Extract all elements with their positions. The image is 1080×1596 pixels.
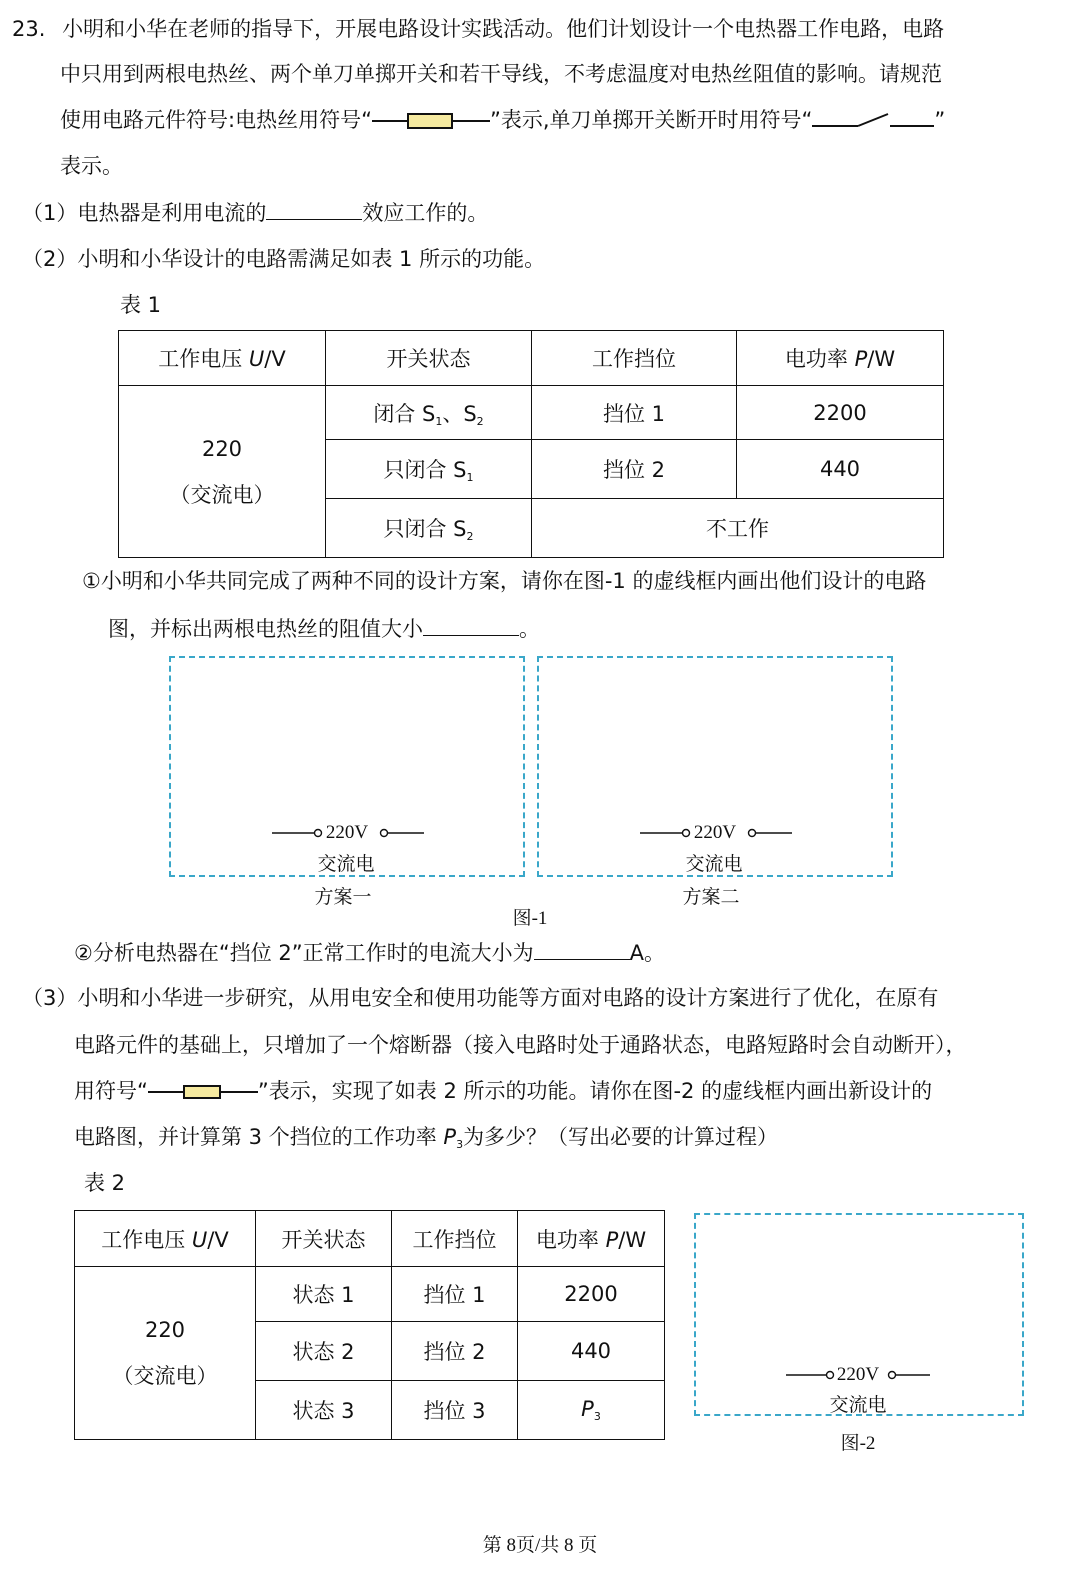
table2-header-voltage: 工作电压 U/V: [75, 1211, 256, 1267]
part2-sub1-line1: ①小明和小华共同完成了两种不同的设计方案，请你在图-1 的虚线框内画出他们设计的电路: [82, 569, 927, 593]
table1-caption: 表 1: [120, 293, 162, 317]
table1-row2-power: 440: [737, 440, 944, 499]
part3-line-4: [74, 1122, 778, 1160]
intro-line-3-b: ”表示,单刀单掷开关断开时用符号“: [489, 108, 813, 132]
part2-sub2-text-a: ②分析电热器在“挡位 2”正常工作时的电流大小为: [74, 941, 534, 965]
table2-header-gear: 工作挡位: [392, 1211, 518, 1267]
intro-line-3-a: 使用电路元件符号:电热丝用符号“: [60, 108, 372, 132]
figure1-caption: 图-1: [512, 908, 548, 929]
answer-blank-1[interactable]: [266, 197, 362, 220]
part2-sub1-text-a: 图，并标出两根电热丝的阻值大小: [108, 617, 423, 641]
part2-sub2-line: [74, 937, 665, 968]
part2-sub2-text-b: A。: [629, 941, 665, 965]
table2-voltage-cell: [75, 1267, 256, 1440]
part3-line-3: [74, 1076, 932, 1106]
table2-row1-gear: 挡位 1: [392, 1267, 518, 1322]
table2-voltage-note: （交流电）: [112, 1364, 218, 1388]
table1-row1-switch: 闭合 $S_1$、$S_2$: [326, 386, 532, 440]
table2-caption: 表 2: [84, 1171, 126, 1195]
table2-row2-state: 状态 2: [256, 1322, 392, 1381]
part1-text-a: （1）电热器是利用电流的: [22, 201, 267, 225]
table2-row3-power: $P_3$: [518, 1381, 665, 1440]
table1-header-gear: 工作挡位: [532, 331, 737, 386]
open-switch-symbol-icon: [812, 110, 934, 132]
table1-row2-gear: 挡位 2: [532, 440, 737, 499]
table1-row1-power: 2200: [737, 386, 944, 440]
table2-row1-power: 2200: [518, 1267, 665, 1322]
table-2: [74, 1210, 665, 1440]
table2-row1-state: 状态 1: [256, 1267, 392, 1322]
part3-line-4-d: 为多少？（写出必要的计算过程）: [463, 1125, 779, 1149]
question-number: 23.: [12, 17, 46, 41]
part3-line-3-b: ”表示，实现了如表 2 所示的功能。请你在图-2 的虚线框内画出新设计的: [257, 1079, 933, 1103]
power-symbol-p: P: [443, 1125, 457, 1149]
question-number-line: [12, 14, 944, 44]
table1-row1-gear: 挡位 1: [532, 386, 737, 440]
table-1: [118, 330, 944, 558]
part1-text-b: 效应工作的。: [362, 201, 489, 225]
resistor-symbol-icon: [372, 110, 490, 132]
table1-header-voltage: 工作电压 U/V: [119, 331, 326, 386]
part3-line-1: （3）小明和小华进一步研究，从用电安全和使用功能等方面对电路的设计方案进行了优化，在原有: [22, 986, 939, 1010]
intro-line-4: 表示。: [60, 154, 123, 178]
intro-line-2: 中只用到两根电热丝、两个单刀单掷开关和若干导线，不考虑温度对电热丝阻值的影响。请规范: [60, 62, 942, 86]
table1-row3-merged: 不工作: [532, 499, 944, 558]
part2-sub1-text-b: 。: [519, 617, 540, 641]
power-symbol-sub: 3: [456, 1138, 464, 1151]
table2-row2-power: 440: [518, 1322, 665, 1381]
plan1-source-note: 交流电: [317, 854, 375, 875]
table1-voltage-note: （交流电）: [169, 482, 275, 507]
table2-voltage: 220: [144, 1318, 186, 1342]
intro-line-1: 小明和小华在老师的指导下，开展电路设计实践活动。他们计划设计一个电热器工作电路，电路: [62, 17, 945, 41]
plan2-source-label: 220V: [693, 822, 737, 843]
figure2-source-label: 220V: [836, 1364, 880, 1385]
plan1-source-label: 220V: [325, 822, 369, 843]
table2-row2-gear: 挡位 2: [392, 1322, 518, 1381]
table1-voltage-cell: [119, 386, 326, 558]
part2-line: （2）小明和小华设计的电路需满足如表 1 所示的功能。: [22, 247, 546, 271]
table2-header-power: 电功率 P/W: [518, 1211, 665, 1267]
table2-row3-gear: 挡位 3: [392, 1381, 518, 1440]
intro-line-3-c: ”: [934, 108, 946, 132]
plan1-label: 方案一: [314, 887, 372, 908]
page-footer: 第 8页/共 8 页: [482, 1535, 598, 1556]
table1-row3-switch: 只闭合 $S_2$: [326, 499, 532, 558]
table1-row2-switch: 只闭合 $S_1$: [326, 440, 532, 499]
figure2-source-note: 交流电: [829, 1395, 887, 1416]
figure2-caption: 图-2: [840, 1433, 876, 1454]
table2-row3-state: 状态 3: [256, 1381, 392, 1440]
part2-sub1-line2: [108, 613, 540, 644]
intro-line-3: [60, 105, 945, 135]
table1-header-power: 电功率 P/W: [737, 331, 944, 386]
plan2-source-note: 交流电: [685, 854, 743, 875]
part3-line-4-a: 电路图，并计算第 3 个挡位的工作功率: [74, 1125, 444, 1149]
table2-header-switch: 开关状态: [256, 1211, 392, 1267]
fuse-symbol-icon: [148, 1081, 258, 1103]
table1-voltage: 220: [201, 436, 243, 461]
part3-line-2: 电路元件的基础上，只增加了一个熔断器（接入电路时处于通路状态，电路短路时会自动断开），: [74, 1033, 967, 1057]
answer-blank-2[interactable]: [423, 613, 519, 636]
table1-header-switch: 开关状态: [326, 331, 532, 386]
plan2-label: 方案二: [682, 887, 740, 908]
part3-line-3-a: 用符号“: [74, 1079, 148, 1103]
answer-blank-3[interactable]: [534, 937, 630, 960]
part1-line: [22, 197, 488, 228]
